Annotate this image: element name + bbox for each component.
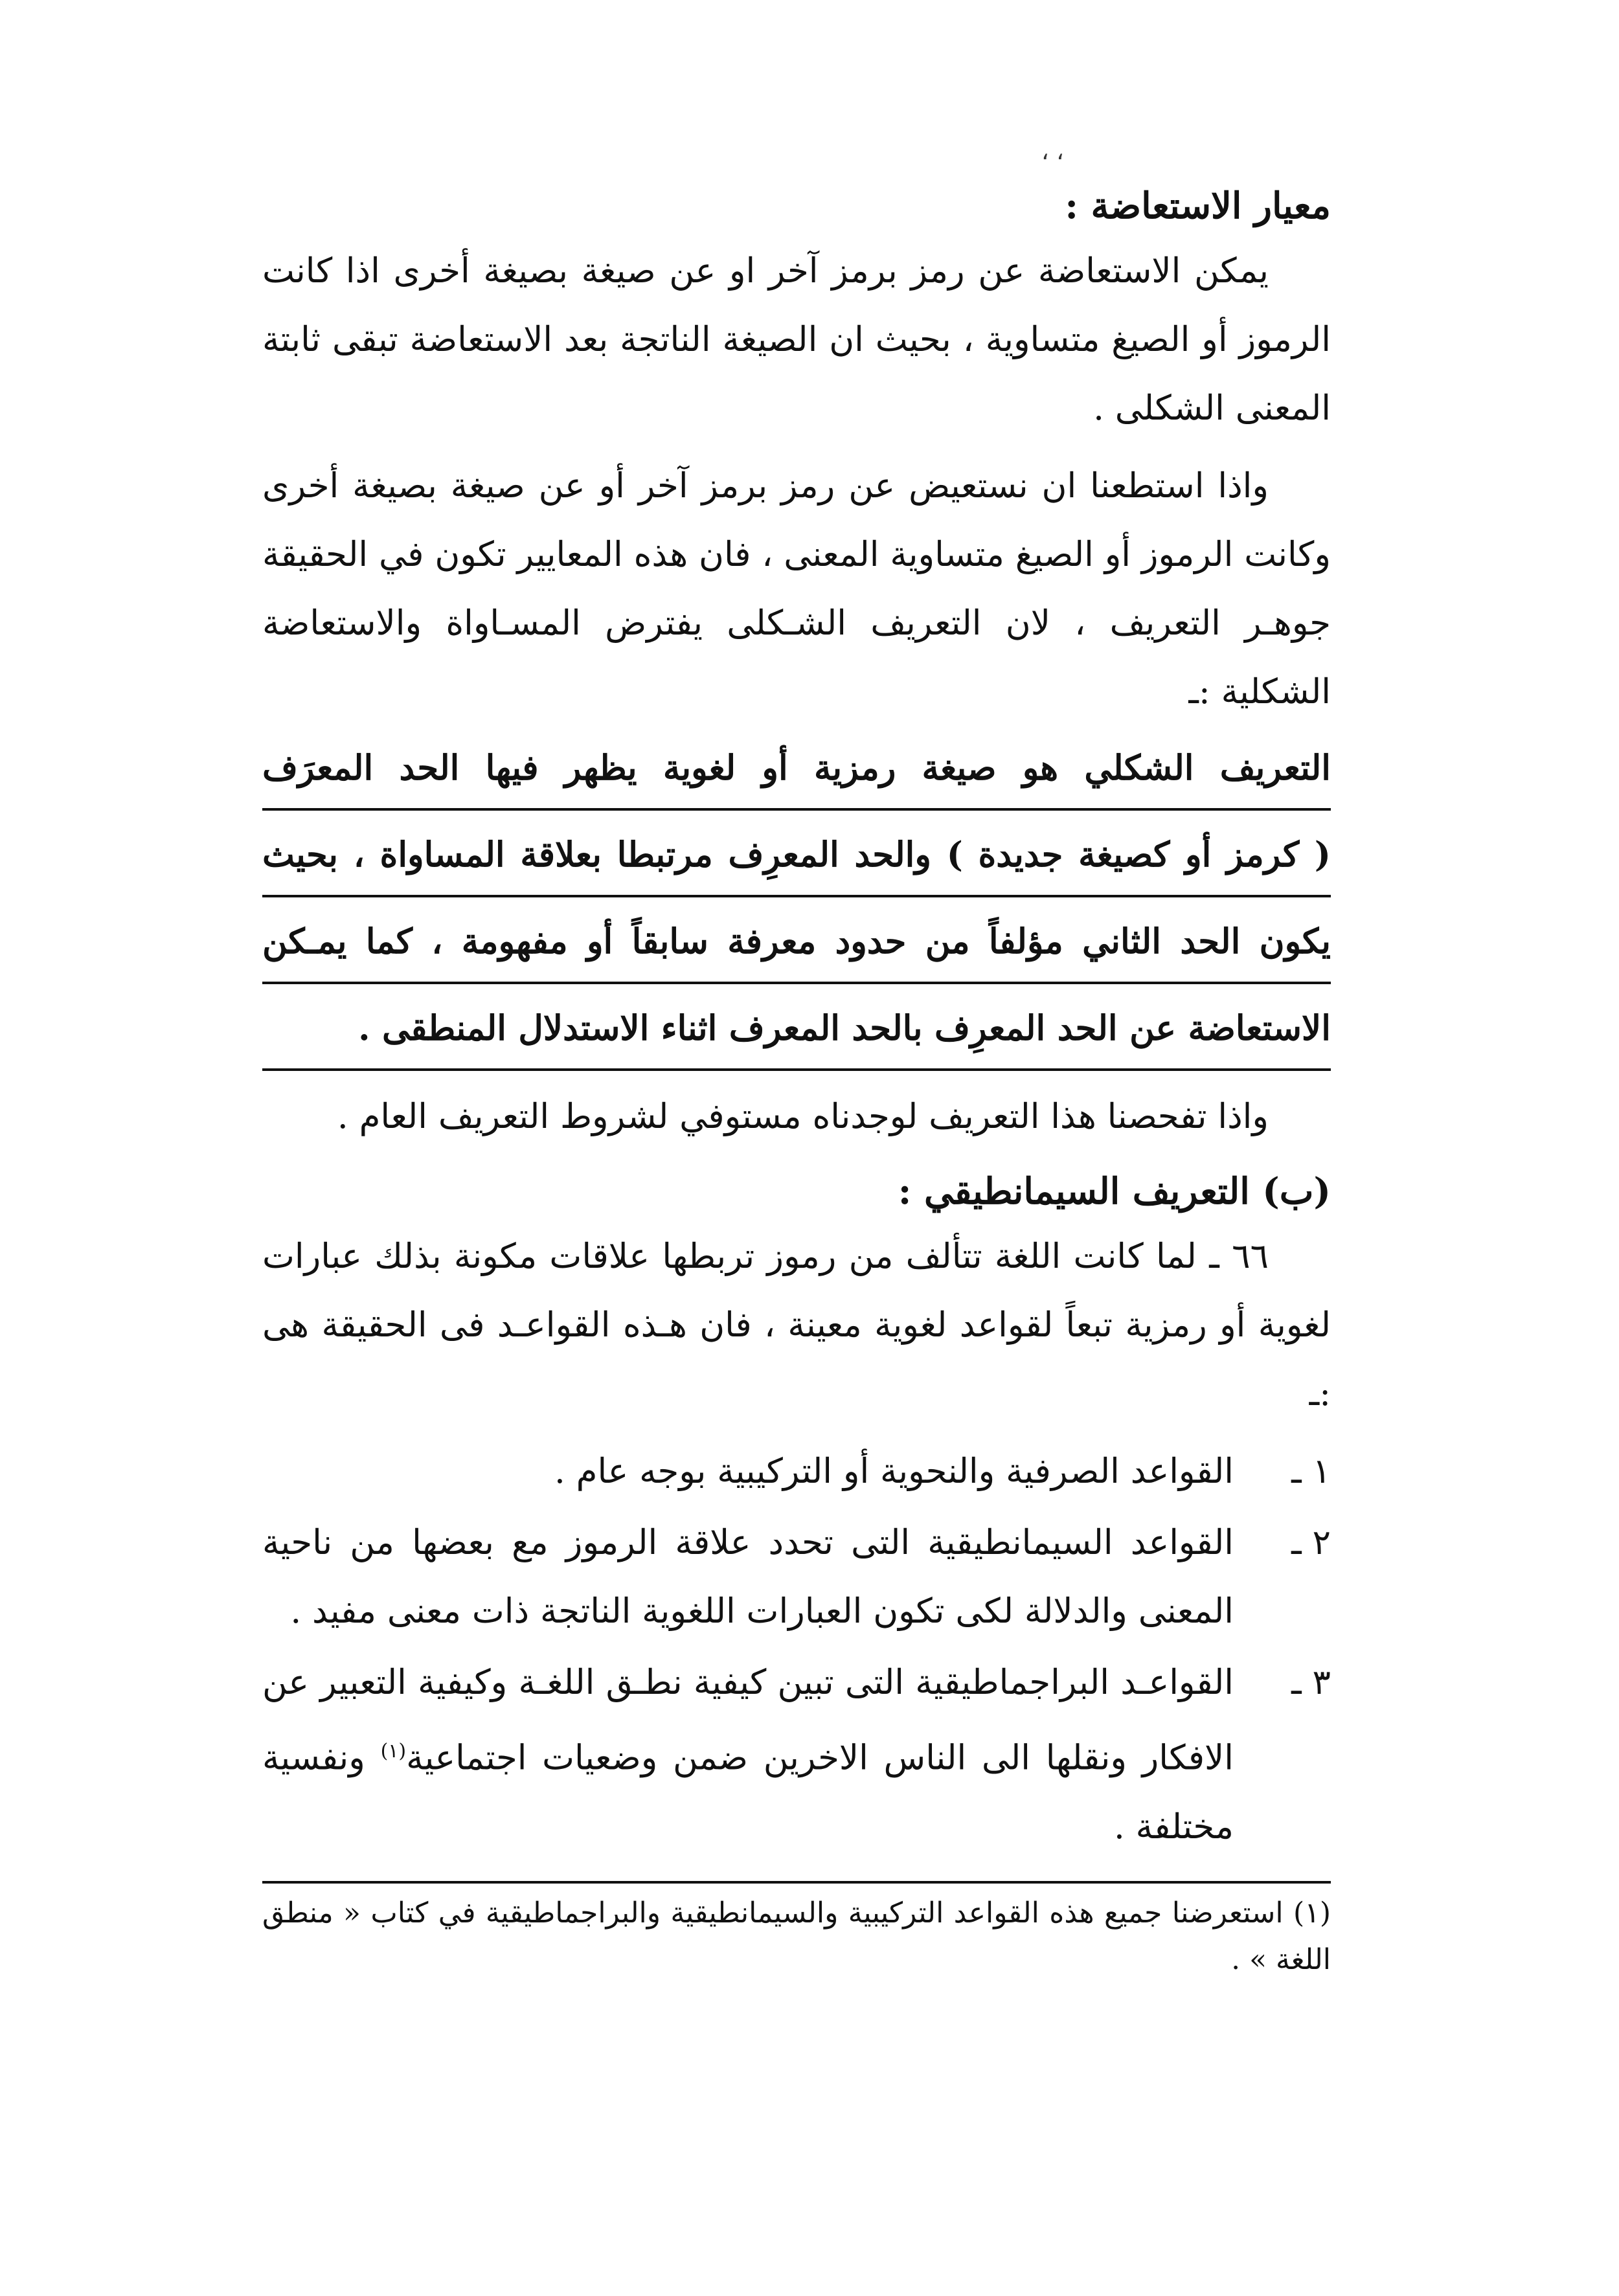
list-item-text: القواعد الصرفية والنحوية أو التركيبية بوجه عام . [554,1452,1234,1491]
list-item [262,1437,1331,1506]
text-column [262,175,1331,1983]
definition-line: ( كرمز أو كصيغة جديدة ) والحد المعرِف مرتبطا بعلاقة المساواة ، بحيث [262,822,1331,897]
list-item-text: القواعـد البراجماطيقية التى تبين كيفية نطـق اللغـة وكيفية التعبير عن الافكار ونقلها الى الناس الاخرين ضمن وضعيات اجتماعية [262,1663,1234,1778]
list-item-text-end: ونفسية مختلفة . [262,1738,1234,1847]
footnote-separator [262,1881,1331,1884]
paragraph-equivalence: واذا استطعنا ان نستعيض عن رمز برمز آخر أو عن صيغة بصيغة أخرى وكانت الرموز أو الصيغ متساوية المعنى ، فان هذه المعايير تكون في الحقيقة جوهـر التعريف ، لان التعريف الشـكلى يفترض المسـاواة والاستعاضة الشكلية :ـ [262,466,1331,712]
footnote: (١) استعرضنا جميع هذه القواعد التركيبية والسيمانطيقية والبراجماطيقية في كتاب « منطق اللغة » . [262,1896,1331,1976]
list-item-number: ١ ـ [1291,1452,1331,1491]
definition-line: يكون الحد الثاني مؤلفاً من حدود معرفة سابقاً أو مفهومة ، كما يمـكن [262,909,1331,984]
footnote-reference: (١) [380,1740,407,1762]
formal-definition-block [262,736,1331,1071]
heading-substitution-criterion: معيار الاستعاضة : [1065,185,1331,227]
list-item [262,1509,1331,1646]
definition-line: الاستعاضة عن الحد المعرِف بالحد المعرف اثناء الاستدلال المنطقى . [262,996,1331,1071]
list-item [262,1649,1331,1862]
rules-list [262,1437,1331,1862]
list-item-number: ٣ ـ [1291,1663,1331,1702]
list-item-number: ٢ ـ [1291,1523,1331,1562]
paragraph-substitution: يمكن الاستعاضة عن رمز برمز آخر او عن صيغة بصيغة أخرى اذا كانت الرموز أو الصيغ متساوية ، بحيث ان الصيغة الناتجة بعد الاستعاضة تبقى ثابتة المعنى الشكلى . [262,251,1331,428]
heading-semantic-definition: (ب) التعريف السيمانطيقي : [898,1170,1331,1213]
list-item-text: القواعد السيمانطيقية التى تحدد علاقة الرموز مع بعضها من ناحية المعنى والدلالة لكى تكون العبارات اللغوية الناتجة ذات معنى مفيد . [262,1523,1234,1631]
definition-line: التعريف الشكلي هو صيغة رمزية أو لغوية يظهر فيها الحد المعرَف [262,736,1331,811]
page-mark: ، ، [1041,139,1064,165]
paragraph-examination: واذا تفحصنا هذا التعريف لوجدناه مستوفي لشروط التعريف العام . [337,1097,1269,1136]
paragraph-language-rules: ٦٦ ـ لما كانت اللغة تتألف من رموز تربطها علاقات مكونة بذلك عبارات لغوية أو رمزية تبعاً لقواعد لغوية معينة ، فان هـذه القواعـد فى الحقيقة هى :ـ [262,1237,1331,1413]
